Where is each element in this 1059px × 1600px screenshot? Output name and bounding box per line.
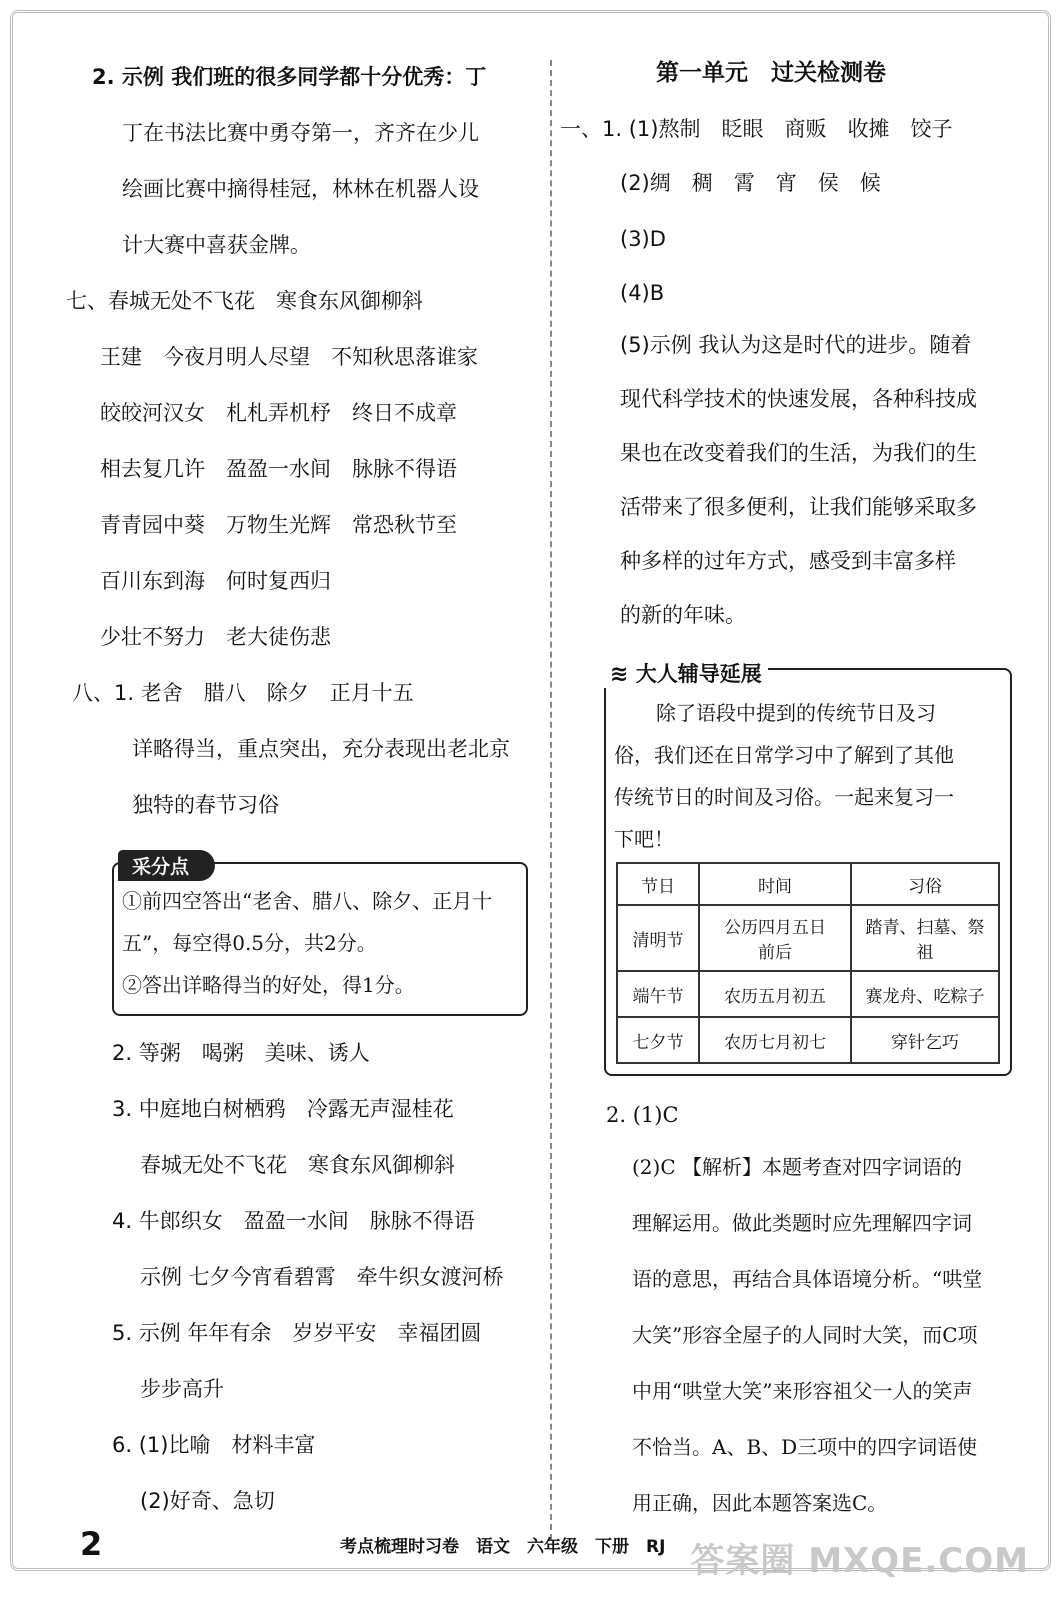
answer-line: 语的意思，再结合具体语境分析。“哄堂 (632, 1267, 983, 1291)
answer-line: 计大赛中喜获金牌。 (122, 233, 311, 257)
answer-line: 的新的年味。 (620, 603, 746, 627)
extension-line: 除了语段中提到的传统节日及习 (656, 701, 936, 725)
scoring-line: ①前四空答出“老舍、腊八、除夕、正月十 (122, 889, 493, 913)
scoring-line: 五”，每空得0.5分，共2分。 (122, 931, 377, 955)
answer-line: (2)C 【解析】本题考查对四字词语的 (632, 1155, 962, 1179)
answer-line: (2)好奇、急切 (140, 1489, 275, 1513)
answer-line: 种多样的过年方式，感受到丰富多样 (620, 549, 956, 573)
answer-line: 少壮不努力 老大徒伤悲 (100, 625, 331, 649)
table-cell: 穿针乞巧 (851, 1017, 999, 1063)
answer-line: 绘画比赛中摘得桂冠，林林在机器人设 (122, 177, 479, 201)
answer-line: 5. 示例 年年有余 岁岁平安 幸福团圆 (112, 1321, 482, 1345)
answer-line: 不恰当。A、B、D三项中的四字词语使 (632, 1435, 978, 1459)
answer-line: (4)B (620, 281, 665, 305)
extension-line: 俗，我们还在日常学习中了解到了其他 (614, 743, 954, 767)
section-title: 第一单元 过关检测卷 (656, 60, 886, 86)
answer-line: 果也在改变着我们的生活，为我们的生 (620, 441, 977, 465)
table-cell: 七夕节 (617, 1017, 699, 1063)
table-header-row (617, 863, 999, 905)
column-divider (550, 60, 552, 1540)
answer-line: 6. (1)比喻 材料丰富 (112, 1433, 316, 1457)
table-cell: 赛龙舟、吃粽子 (851, 971, 999, 1017)
extension-line: 传统节日的时间及习俗。一起来复习一 (614, 785, 954, 809)
extension-title: 大人辅导延展 (635, 662, 762, 686)
answer-line: 步步高升 (140, 1377, 224, 1401)
answer-line: 独特的春节习俗 (132, 793, 279, 817)
table-header: 习俗 (851, 863, 999, 905)
answer-line: 用正确，因此本题答案选C。 (632, 1491, 888, 1515)
table-cell: 清明节 (617, 905, 699, 971)
answer-line: 详略得当，重点突出，充分表现出老北京 (132, 737, 510, 761)
answer-line: 现代科学技术的快速发展，各种科技成 (620, 387, 977, 411)
scoring-line: ②答出详略得当的好处，得1分。 (122, 973, 415, 997)
table-cell: 农历七月初七 (699, 1017, 851, 1063)
scoring-box (112, 856, 528, 1016)
table-cell: 踏青、扫墓、祭祖 (851, 905, 999, 971)
answer-line: 大笑”形容全屋子的人同时大笑，而C项 (632, 1323, 978, 1347)
answer-line: 示例 七夕今宵看碧霄 牵牛织女渡河桥 (140, 1265, 504, 1289)
table-row (617, 1017, 999, 1063)
table-cell: 公历四月五日前后 (699, 905, 851, 971)
table-cell: 农历五月初五 (699, 971, 851, 1017)
table-row (617, 905, 999, 971)
answer-line: (2)绸 稠 霄 宵 侯 候 (620, 171, 881, 195)
answer-line: 皎皎河汉女 札札弄机杼 终日不成章 (100, 401, 457, 425)
answer-line: (3)D (620, 227, 666, 251)
scoring-tag: 采分点 (118, 850, 215, 881)
answer-line: 2. 示例 我们班的很多同学都十分优秀：丁 (92, 65, 487, 89)
festival-table (616, 862, 1000, 1064)
answer-line: 一、1. (1)熬制 眨眼 商贩 收摊 饺子 (560, 117, 953, 141)
answer-line: 青青园中葵 万物生光辉 常恐秋节至 (100, 513, 457, 537)
watermark: 答案圈 MXQE.COM (690, 1541, 1029, 1581)
answer-line: 3. 中庭地白树栖鸦 冷露无声湿桂花 (112, 1097, 454, 1121)
answer-line: 中用“哄堂大笑”来形容祖父一人的笑声 (632, 1379, 973, 1403)
answer-line: 百川东到海 何时复西归 (100, 569, 331, 593)
answer-line: 八、1. 老舍 腊八 除夕 正月十五 (72, 681, 414, 705)
footer-text: 考点梳理时习卷 语文 六年级 下册 RJ (340, 1537, 666, 1557)
answer-line: 丁在书法比赛中勇夺第一，齐齐在少儿 (122, 121, 479, 145)
table-header: 节日 (617, 863, 699, 905)
answer-line: 2. 等粥 喝粥 美味、诱人 (112, 1041, 370, 1065)
extension-line: 下吧！ (614, 827, 674, 851)
answer-line: 理解运用。做此类题时应先理解四字词 (632, 1211, 972, 1235)
table-header: 时间 (699, 863, 851, 905)
extension-box (604, 662, 1012, 1076)
answer-line: 七、春城无处不飞花 寒食东风御柳斜 (66, 289, 423, 313)
answer-line: 相去复几许 盈盈一水间 脉脉不得语 (100, 457, 457, 481)
page-number: 2 (80, 1525, 103, 1563)
table-cell: 端午节 (617, 971, 699, 1017)
answer-line: (5)示例 我认为这是时代的进步。随着 (620, 333, 972, 357)
extension-header (604, 658, 768, 688)
answer-line: 2. (1)C (606, 1103, 679, 1127)
answer-line: 活带来了很多便利，让我们能够采取多 (620, 495, 977, 519)
answer-line: 春城无处不飞花 寒食东风御柳斜 (140, 1153, 455, 1177)
table-row (617, 971, 999, 1017)
answer-line: 4. 牛郎织女 盈盈一水间 脉脉不得语 (112, 1209, 475, 1233)
waves-icon: ≋ (610, 662, 629, 687)
answer-line: 王建 今夜月明人尽望 不知秋思落谁家 (100, 345, 478, 369)
